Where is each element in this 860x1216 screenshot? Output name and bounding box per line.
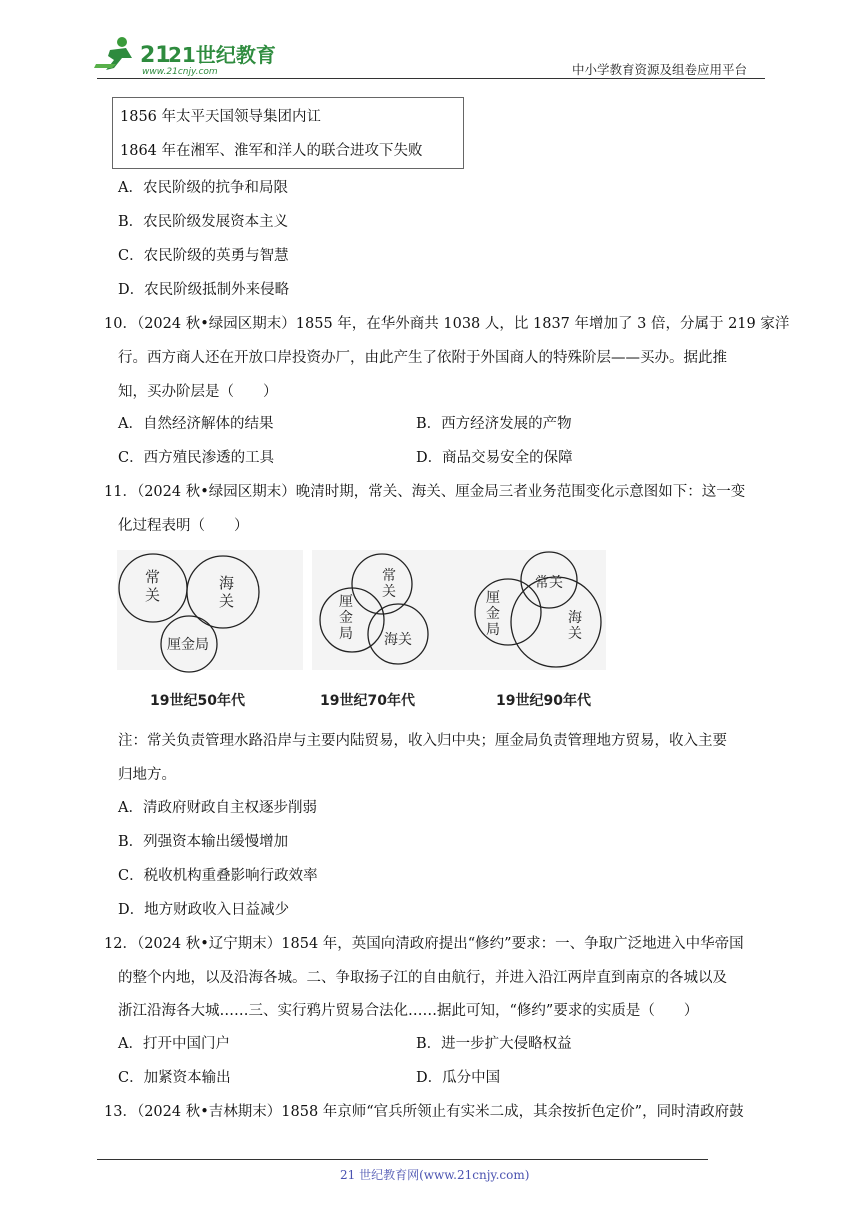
material-line-1: 1856 年太平天国领导集团内讧 [120,109,322,125]
label-changguan-1: 常 [145,568,161,586]
venn-diagram-1870s [312,550,472,685]
label-lijinju-3: 局 [486,622,500,638]
q11-option-c[interactable]: C．税收机构重叠影响行政效率 [118,868,318,884]
q10-stem-line-3: 知，买办阶层是（ ） [118,384,278,400]
label-haiguan-2: 关 [568,626,582,642]
svg-text:21: 21 [140,43,171,68]
label-lijinju-2: 金 [339,610,353,626]
q9-option-c[interactable]: C．农民阶级的英勇与智慧 [118,248,289,264]
label-lijinju: 厘金局 [167,637,209,653]
q10-option-a[interactable]: A．自然经济解体的结果 [118,416,274,432]
q10-option-b[interactable]: B．西方经济发展的产物 [416,416,572,432]
caption-1850s: 19世纪50年代 [150,693,245,709]
svg-text:21世纪教育: 21世纪教育 [168,43,276,67]
label-haiguan: 海关 [384,632,412,648]
q12-stem-line-3: 浙江沿海各大城……三、实行鸦片贸易合法化……据此可知，“修约”要求的实质是（ ） [118,1003,699,1019]
q11-note-line-2: 归地方。 [118,767,176,783]
label-haiguan-1: 海 [219,574,235,592]
caption-1870s: 19世纪70年代 [320,693,415,709]
venn-diagram-1850s [115,550,305,685]
q10-option-d[interactable]: D．商品交易安全的保障 [416,450,573,466]
q11-option-a[interactable]: A．清政府财政自主权逐步削弱 [118,800,317,816]
label-haiguan-2: 关 [219,592,235,610]
venn-diagram-1890s [466,550,606,685]
q12-option-d[interactable]: D．瓜分中国 [416,1070,501,1086]
q9-option-d[interactable]: D．农民阶级抵制外来侵略 [118,282,290,298]
caption-1890s: 19世纪90年代 [496,693,591,709]
material-line-2: 1864 年在湘军、淮军和洋人的联合进攻下失败 [120,143,423,159]
label-lijinju-3: 局 [339,626,353,642]
q12-option-c[interactable]: C．加紧资本输出 [118,1070,231,1086]
q11-note-line-1: 注：常关负责管理水路沿岸与主要内陆贸易，收入归中央；厘金局负责管理地方贸易，收入主要 [118,733,727,749]
label-changguan: 常关 [535,575,563,591]
label-changguan-2: 关 [145,586,161,604]
q11-stem-line-2: 化过程表明（ ） [118,518,249,534]
q11-option-d[interactable]: D．地方财政收入日益减少 [118,902,290,918]
label-haiguan-1: 海 [568,610,582,626]
header-divider [97,78,765,79]
site-logo [92,34,276,78]
label-lijinju-1: 厘 [486,590,500,606]
q11-option-b[interactable]: B．列强资本输出缓慢增加 [118,834,289,850]
label-lijinju-2: 金 [486,606,500,622]
label-changguan-2: 关 [382,584,396,600]
q12-option-a[interactable]: A．打开中国门户 [118,1036,230,1052]
q9-option-a[interactable]: A．农民阶级的抗争和局限 [118,180,288,196]
footer-divider [97,1159,708,1160]
svg-text:www.21cnjy.com: www.21cnjy.com [142,67,218,77]
q10-stem-line-2: 行。西方商人还在开放口岸投资办厂，由此产生了依附于外国商人的特殊阶层——买办。据此推 [118,350,727,366]
footer-link[interactable]: 21 世纪教育网(www.21cnjy.com) [340,1168,530,1182]
q11-stem-line-1: 11．（2024 秋•绿园区期末）晚清时期，常关、海关、厘金局三者业务范围变化示意图如下：这一变 [104,484,746,500]
logo-runner-icon [92,34,276,78]
q10-stem-line-1: 10．（2024 秋•绿园区期末）1855 年，在华外商共 1038 人，比 1837 年增加了 3 倍，分属于 219 家洋 [104,316,790,332]
q10-option-c[interactable]: C．西方殖民渗透的工具 [118,450,275,466]
label-lijinju-1: 厘 [339,594,353,610]
q9-option-b[interactable]: B．农民阶级发展资本主义 [118,214,289,230]
q12-stem-line-2: 的整个内地，以及沿海各城。二、争取扬子江的自由航行，并进入沿江两岸直到南京的各城以及 [118,970,727,986]
platform-name: 中小学教育资源及组卷应用平台 [572,62,748,77]
q13-stem-line-1: 13．（2024 秋•吉林期末）1858 年京师“官兵所领止有实米二成，其余按折色定价”，同时清政府鼓 [104,1104,744,1120]
q12-option-b[interactable]: B．进一步扩大侵略权益 [416,1036,572,1052]
label-changguan-1: 常 [382,568,396,584]
q12-stem-line-1: 12．（2024 秋•辽宁期末）1854 年，英国向清政府提出“修约”要求：一、争取广泛地进入中华帝国 [104,936,744,952]
